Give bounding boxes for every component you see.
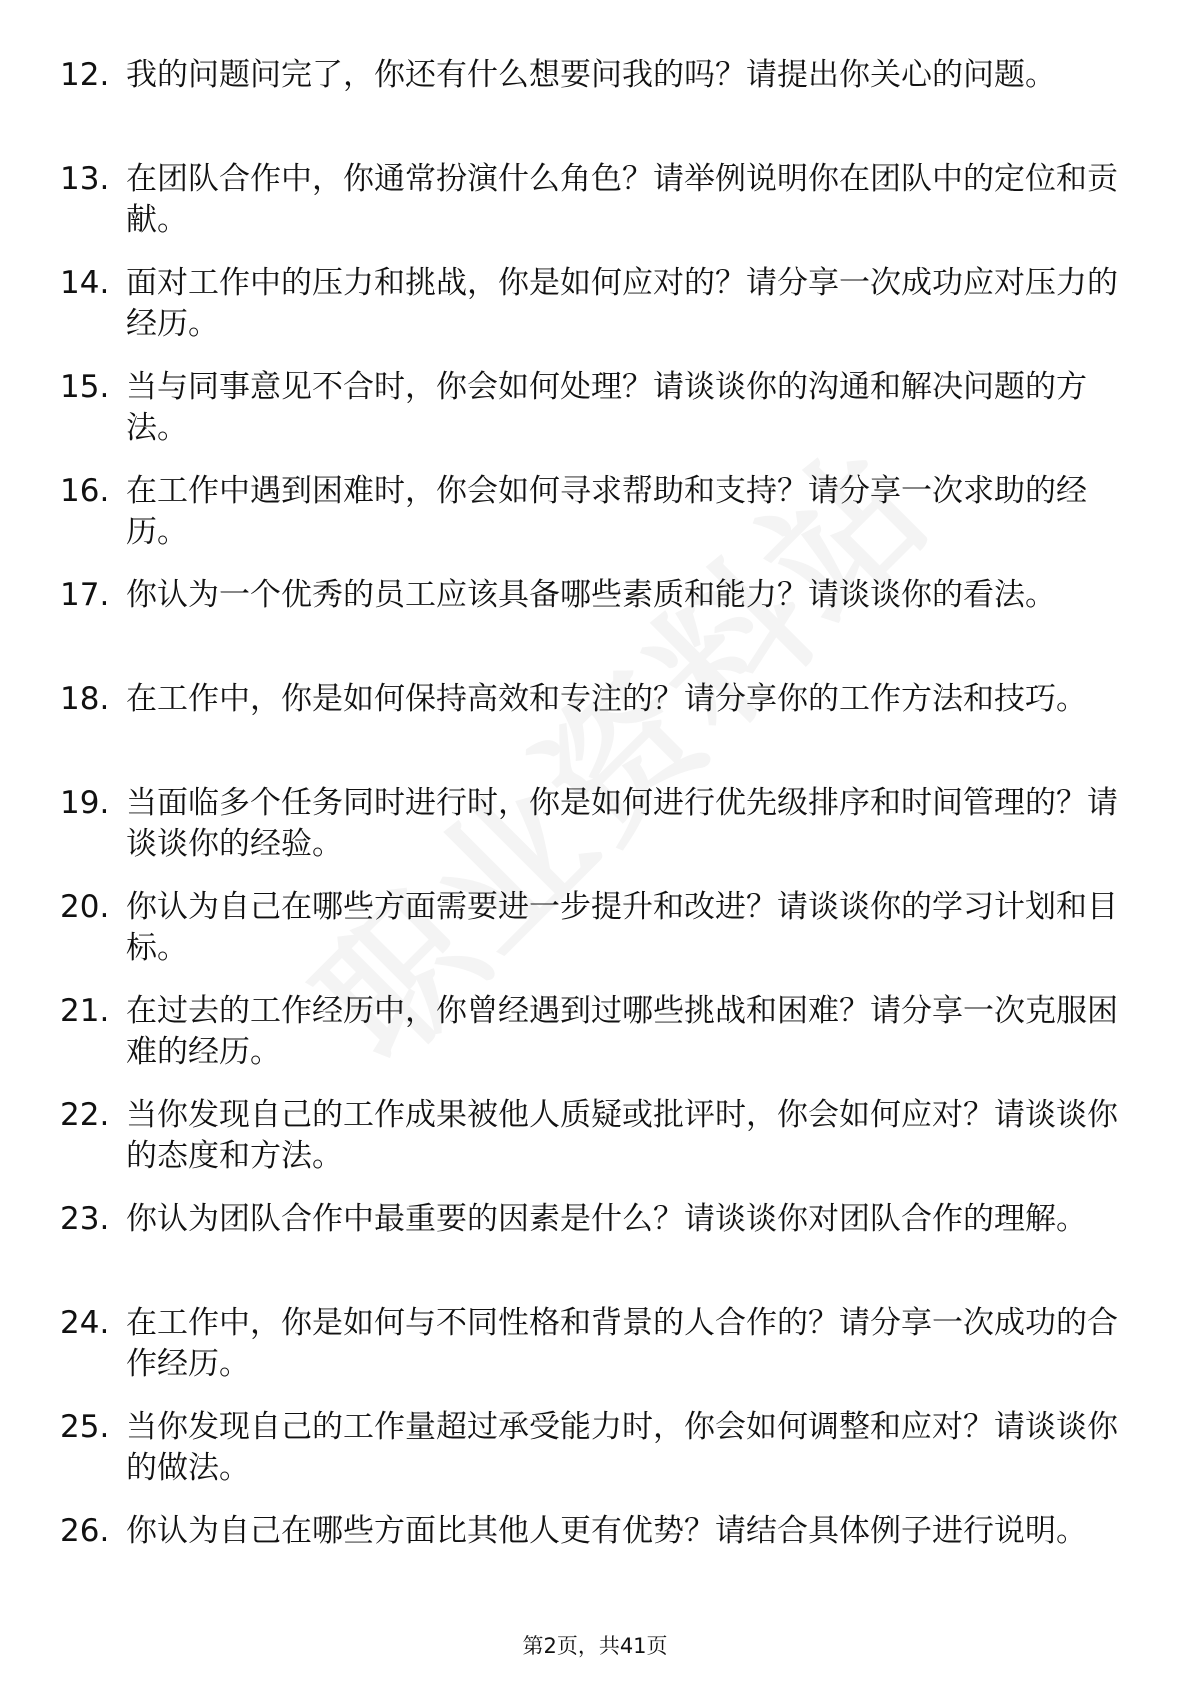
question-text: 在工作中遇到困难时，你会如何寻求帮助和支持？请分享一次求助的经历。 [126,473,1087,550]
question-text: 在工作中，你是如何保持高效和专注的？请分享你的工作方法和技巧。 [126,681,1087,717]
question-text: 当你发现自己的工作成果被他人质疑或批评时，你会如何应对？请谈谈你的态度和方法。 [126,1097,1118,1174]
question-item [60,991,1120,1073]
question-number: 25. [60,1409,110,1445]
question-item [60,263,1120,345]
question-item [60,679,1120,761]
question-number: 13. [60,161,110,197]
question-item [60,1511,1120,1593]
question-item [60,1095,1120,1177]
question-text: 你认为自己在哪些方面需要进一步提升和改进？请谈谈你的学习计划和目标。 [126,889,1118,966]
page-indicator: 第2页，共41页 [522,1634,668,1658]
question-number: 20. [60,889,110,925]
question-item [60,1407,1120,1489]
question-item [60,1199,1120,1281]
question-list [60,55,1120,1615]
question-text: 当与同事意见不合时，你会如何处理？请谈谈你的沟通和解决问题的方法。 [126,369,1087,446]
question-number: 23. [60,1201,110,1237]
question-number: 15. [60,369,110,405]
question-text: 在团队合作中，你通常扮演什么角色？请举例说明你在团队中的定位和贡献。 [126,161,1118,238]
question-number: 22. [60,1097,110,1133]
question-text: 你认为一个优秀的员工应该具备哪些素质和能力？请谈谈你的看法。 [126,577,1056,613]
question-text: 你认为团队合作中最重要的因素是什么？请谈谈你对团队合作的理解。 [126,1201,1087,1237]
question-text: 你认为自己在哪些方面比其他人更有优势？请结合具体例子进行说明。 [126,1513,1087,1549]
question-item [60,55,1120,137]
question-text: 我的问题问完了，你还有什么想要问我的吗？请提出你关心的问题。 [126,57,1056,93]
question-text: 在工作中，你是如何与不同性格和背景的人合作的？请分享一次成功的合作经历。 [126,1305,1118,1382]
question-text: 面对工作中的压力和挑战，你是如何应对的？请分享一次成功应对压力的经历。 [126,265,1118,342]
question-number: 18. [60,681,110,717]
question-number: 14. [60,265,110,301]
question-item [60,1303,1120,1385]
question-number: 21. [60,993,110,1029]
question-item [60,367,1120,449]
question-text: 当面临多个任务同时进行时，你是如何进行优先级排序和时间管理的？请谈谈你的经验。 [126,785,1118,862]
question-item [60,887,1120,969]
question-number: 19. [60,785,110,821]
question-number: 16. [60,473,110,509]
question-item [60,783,1120,865]
question-number: 17. [60,577,110,613]
question-item [60,471,1120,553]
question-item [60,159,1120,241]
question-item [60,575,1120,657]
question-number: 26. [60,1513,110,1549]
question-text: 在过去的工作经历中，你曾经遇到过哪些挑战和困难？请分享一次克服困难的经历。 [126,993,1118,1070]
question-text: 当你发现自己的工作量超过承受能力时，你会如何调整和应对？请谈谈你的做法。 [126,1409,1118,1486]
question-number: 12. [60,57,110,93]
question-number: 24. [60,1305,110,1341]
